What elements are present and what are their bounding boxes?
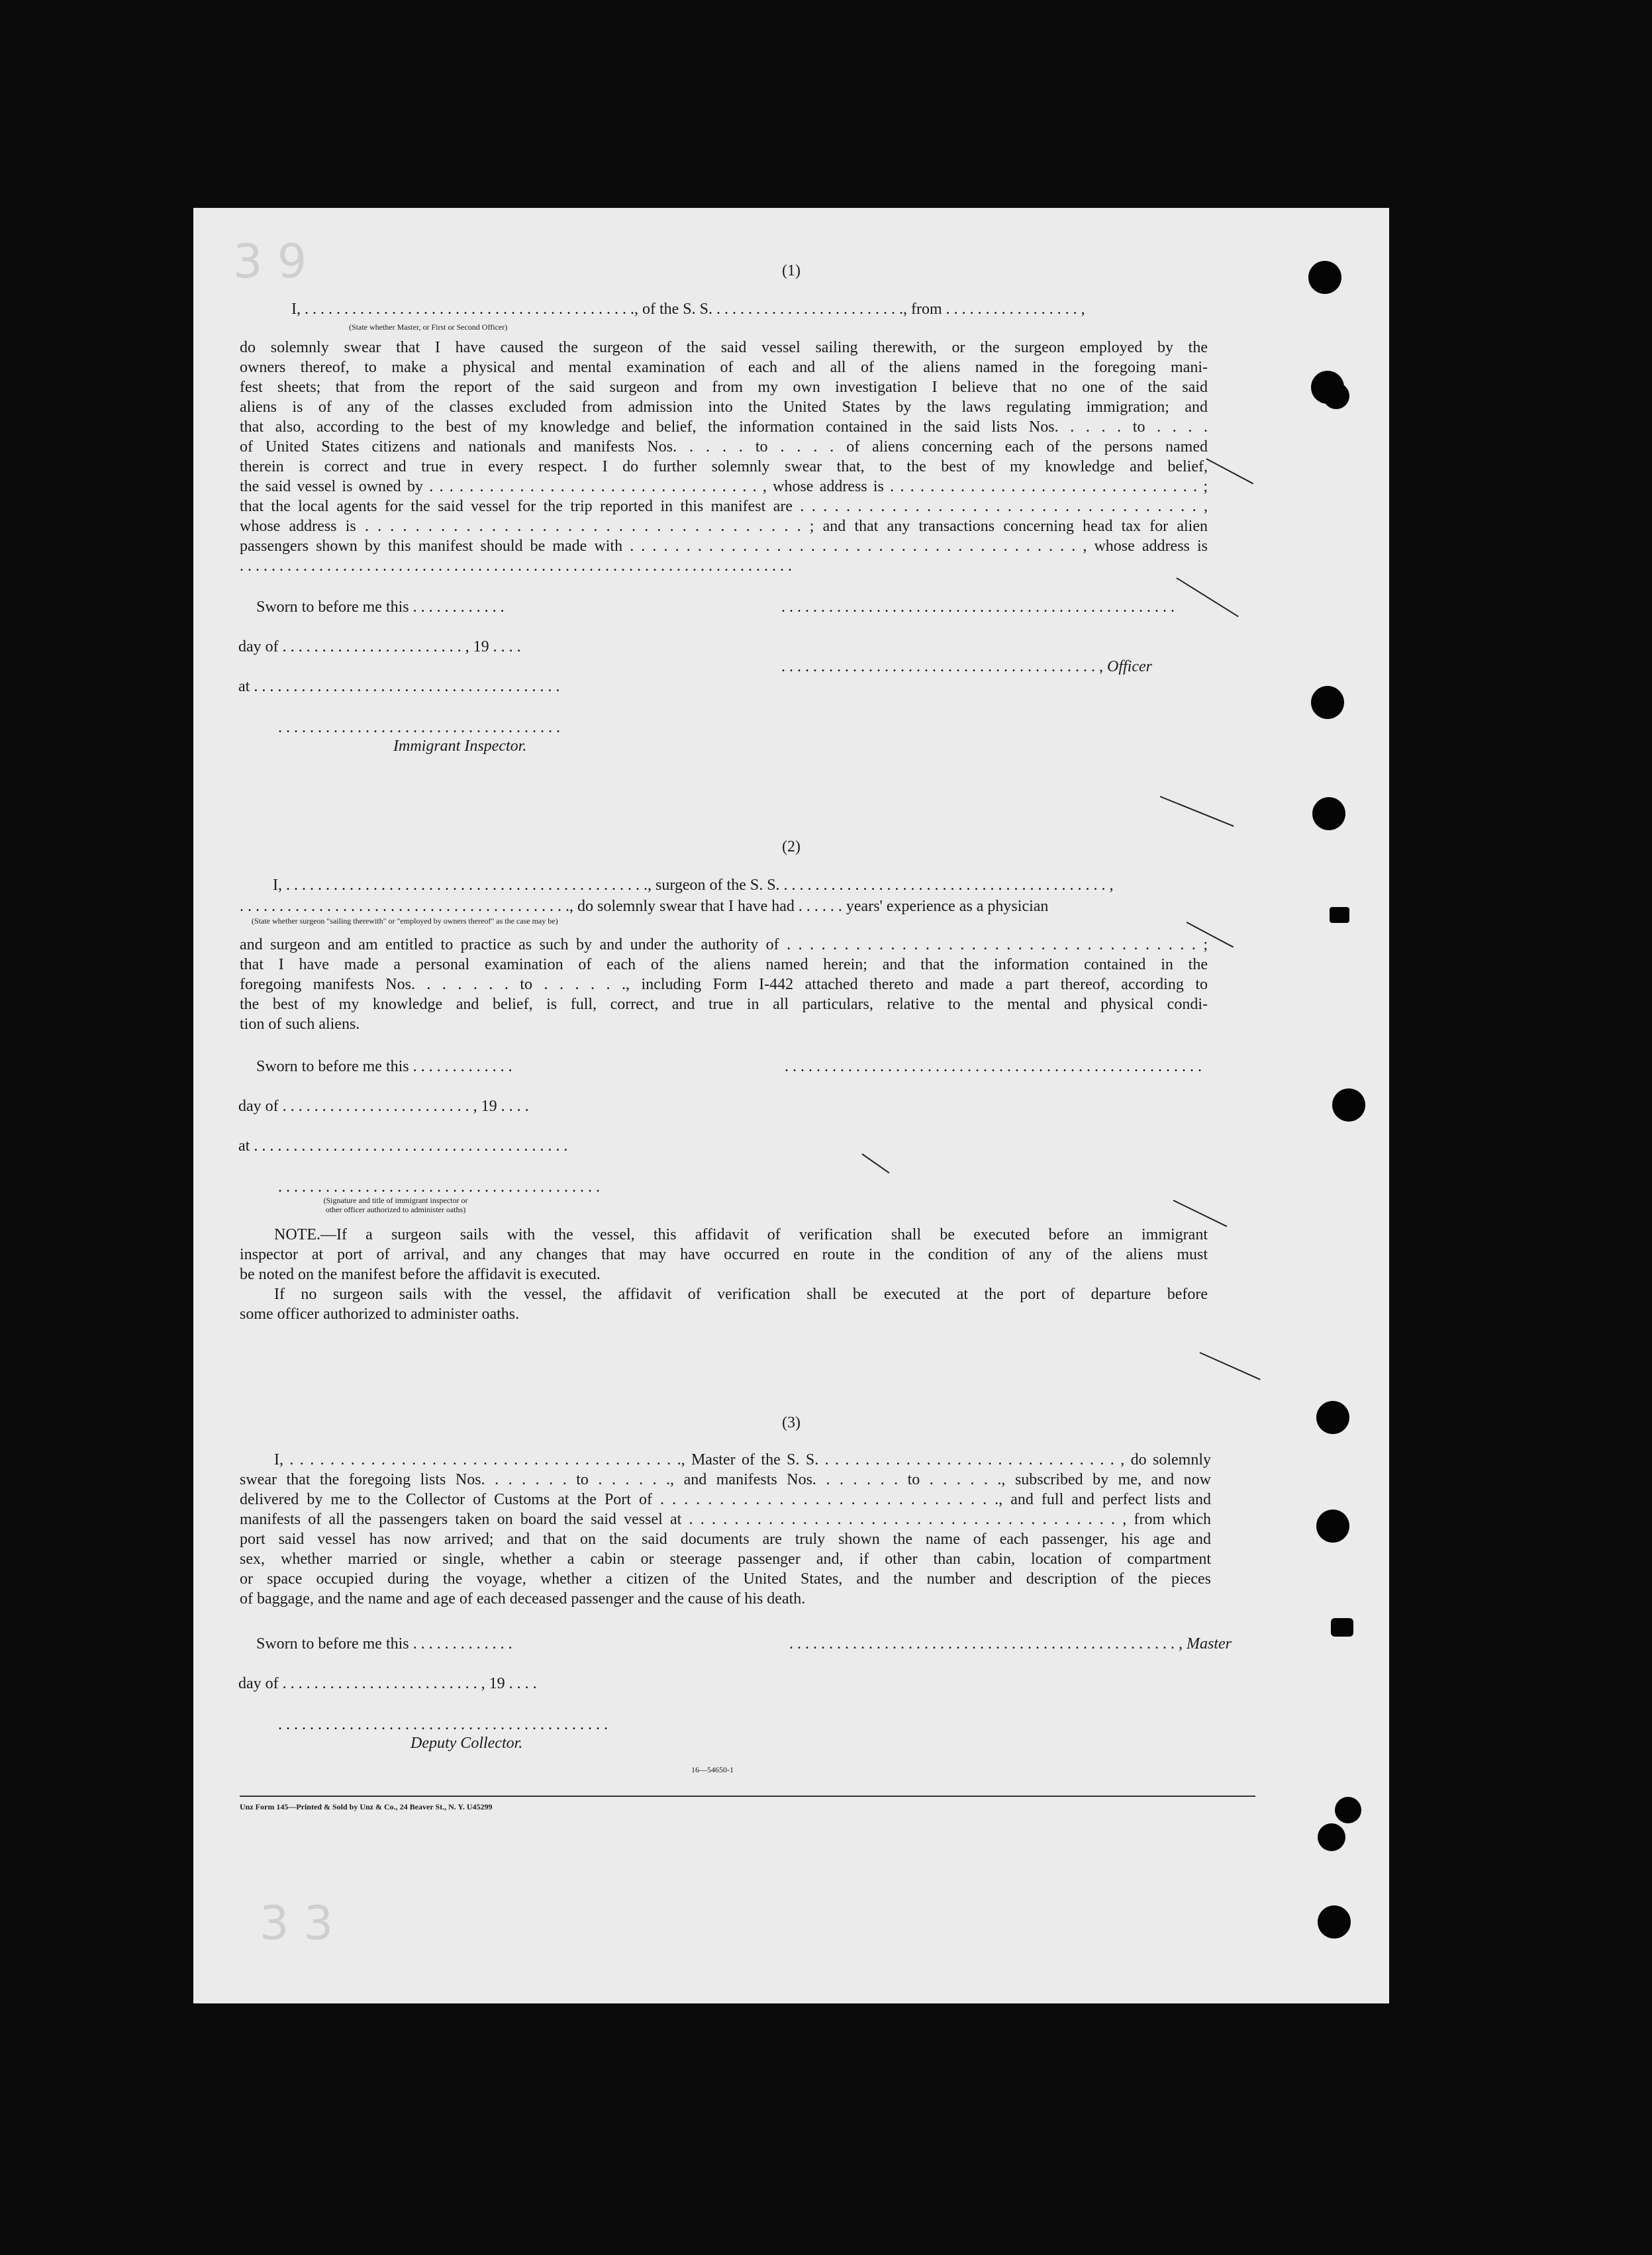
- binder-hole: [1318, 1905, 1351, 1939]
- note-line: be noted on the manifest before the affidavit is executed.: [240, 1266, 601, 1283]
- binder-hole: [1335, 1797, 1361, 1823]
- section-2-number: (2): [782, 838, 801, 855]
- section-1-opening-line: I, . . . . . . . . . . . . . . . . . . . . . . . . . . . . . . . . . . . . . . . . . ., of the S. S. . . . . . . . . . . . . . . . . . . . . . . . ., from . . . . . . . . . . . . . . . . . ,: [291, 301, 1085, 318]
- binder-hole: [1316, 1401, 1349, 1434]
- section-3-sworn-line: Sworn to before me this . . . . . . . . . . . . .: [256, 1635, 512, 1653]
- printer-footer: Unz Form 145—Printed & Sold by Unz & Co., 24 Beaver St., N. Y. U45299: [240, 1802, 493, 1811]
- margin-mark-bottom: 3 3: [260, 1896, 334, 1950]
- officer-signature-dots: . . . . . . . . . . . . . . . . . . . . . . . . . . . . . . . . . . . . . . . . ,: [781, 658, 1103, 675]
- stray-mark: [1173, 1200, 1228, 1227]
- section-3-master-line: [789, 1634, 1232, 1654]
- section-2-signature-note: [278, 1196, 513, 1214]
- section-1-at-line: at . . . . . . . . . . . . . . . . . . . . . . . . . . . . . . . . . . . . . . .: [238, 678, 560, 695]
- stray-mark: [1160, 796, 1234, 827]
- note-line: some officer authorized to administer oaths.: [240, 1306, 520, 1323]
- section-2-sworn-right: . . . . . . . . . . . . . . . . . . . . . . . . . . . . . . . . . . . . . . . . . . . . . . . . . . . . .: [785, 1058, 1202, 1075]
- binder-hole: [1312, 797, 1345, 830]
- section-2-oath-text: [240, 935, 1208, 1034]
- oath-line: passengers shown by this manifest should be made with . . . . . . . . . . . . . . . . . . . . . . . . . . . . . . . . . . . . . . . . , whose address is: [240, 538, 1208, 555]
- oath-line: therein is correct and true in every respect. I do further solemnly swear that, to the best of my knowledge and belief,: [240, 458, 1208, 475]
- oath-line: aliens is of any of the classes excluded from admission into the United States by the laws regulating immigration; and: [240, 399, 1208, 416]
- note-line: If no surgeon sails with the vessel, the affidavit of verification shall be executed at the port of departure before: [274, 1286, 1208, 1303]
- section-1-opening-note: (State whether Master, or First or Second Officer): [349, 322, 508, 332]
- oath-line: fest sheets; that from the report of the said surgeon and from my own investigation I believe that no one of the said: [240, 379, 1208, 396]
- section-2-second-line: . . . . . . . . . . . . . . . . . . . . . . . . . . . . . . . . . . . . . . . . . ., do solemnly swear that I have had . . . . . . years' experience as a physician: [240, 898, 1049, 915]
- margin-mark-top: 3 9: [233, 234, 307, 289]
- oath-line: of United States citizens and nationals and manifests Nos. . . . . to . . . . of aliens concerning each of the persons named: [240, 438, 1208, 456]
- section-2-note: (State whether surgeon "sailing therewith" or "employed by owners thereof" as the case may be): [252, 916, 558, 926]
- signature-note-line: (Signature and title of immigrant inspector or: [323, 1196, 468, 1205]
- oath-line: manifests of all the passengers taken on board the said vessel at . . . . . . . . . . . . . . . . . . . . . . . . . . . . . . . . . . . . . . , from which: [240, 1511, 1211, 1528]
- signature-note-line: other officer authorized to administer oaths): [325, 1205, 466, 1214]
- section-1-inspector-dots: . . . . . . . . . . . . . . . . . . . . . . . . . . . . . . . . . . . .: [278, 719, 560, 736]
- oath-line: tion of such aliens.: [240, 1016, 360, 1033]
- binder-hole: [1323, 383, 1349, 409]
- section-3-number: (3): [782, 1414, 801, 1431]
- section-2-opening-line: I, . . . . . . . . . . . . . . . . . . . . . . . . . . . . . . . . . . . . . . . . . . . . . ., surgeon of the S. S. . . . . . . . . . . . . . . . . . . . . . . . . . . . . . . . . . . . . . . . . . ,: [273, 877, 1114, 894]
- section-1-number: (1): [782, 262, 801, 279]
- oath-line: I, . . . . . . . . . . . . . . . . . . . . . . . . . . . . . . . . . . . . . . ., Master of the S. S. . . . . . . . . . . . . . . . . . . . . . . . . . . . . . , do solemnly: [274, 1451, 1211, 1468]
- footer-rule: [240, 1796, 1255, 1797]
- section-1-oath-text: [240, 338, 1208, 576]
- master-label: Master: [1187, 1635, 1232, 1653]
- manifest-page: [193, 208, 1389, 2003]
- section-1-sworn-line: Sworn to before me this . . . . . . . . . . . .: [256, 599, 505, 616]
- binder-hole: [1318, 1823, 1345, 1851]
- master-signature-dots: . . . . . . . . . . . . . . . . . . . . . . . . . . . . . . . . . . . . . . . . . . . . . . . . . ,: [789, 1635, 1183, 1653]
- oath-line: . . . . . . . . . . . . . . . . . . . . . . . . . . . . . . . . . . . . . . . . . . . . . . . . . . . . . . . . . . . . . . . . . . . . . .: [240, 557, 792, 575]
- oath-line: or space occupied during the voyage, whether a citizen of the United States, and the number and description of the pieces: [240, 1570, 1211, 1588]
- binder-hole: [1308, 261, 1341, 294]
- section-2-at-line: at . . . . . . . . . . . . . . . . . . . . . . . . . . . . . . . . . . . . . . . .: [238, 1137, 568, 1155]
- oath-line: delivered by me to the Collector of Customs at the Port of . . . . . . . . . . . . . . . . . . . . . . . . . . . . ., and full and perfect lists and: [240, 1491, 1211, 1508]
- binder-hole-fragment: [1330, 907, 1349, 923]
- deputy-collector-label: Deputy Collector.: [411, 1735, 523, 1752]
- section-1-sworn-right: . . . . . . . . . . . . . . . . . . . . . . . . . . . . . . . . . . . . . . . . . . . . . . . . . .: [781, 599, 1175, 616]
- section-1-day-line: day of . . . . . . . . . . . . . . . . . . . . . . . , 19 . . . .: [238, 638, 521, 655]
- binder-hole: [1311, 686, 1344, 719]
- surgeon-note: [240, 1225, 1208, 1324]
- officer-label: Officer: [1107, 658, 1152, 675]
- section-2-sworn-line: Sworn to before me this . . . . . . . . . . . . .: [256, 1058, 512, 1075]
- binder-hole: [1332, 1088, 1365, 1122]
- oath-line: of baggage, and the name and age of each deceased passenger and the cause of his death.: [240, 1590, 806, 1607]
- note-line: NOTE.—If a surgeon sails with the vessel, this affidavit of verification shall be executed before an immigrant: [274, 1226, 1208, 1243]
- oath-line: swear that the foregoing lists Nos. . . . . . . to . . . . . ., and manifests Nos. . . . . . . to . . . . . ., subscribed by me, and now: [240, 1471, 1211, 1488]
- oath-line: and surgeon and am entitled to practice as such by and under the authority of . . . . . . . . . . . . . . . . . . . . . . . . . . . . . . . . . . . . ;: [240, 936, 1208, 953]
- oath-line: whose address is . . . . . . . . . . . . . . . . . . . . . . . . . . . . . . . . . . . ; and that any transactions concerning head tax for alien: [240, 518, 1208, 535]
- section-3-oath-text: [240, 1450, 1211, 1609]
- form-code: 16—54650-1: [691, 1765, 734, 1774]
- section-1-officer-line: [781, 657, 1152, 677]
- stray-mark: [1176, 577, 1238, 617]
- oath-line: the best of my knowledge and belief, is full, correct, and true in all particulars, relative to the mental and physical condi-: [240, 996, 1208, 1013]
- oath-line: owners thereof, to make a physical and mental examination of each and all of the aliens named in the foregoing mani-: [240, 359, 1208, 376]
- binder-hole: [1316, 1510, 1349, 1543]
- oath-line: that the local agents for the said vessel for the trip reported in this manifest are . . . . . . . . . . . . . . . . . . . . . . . . . . . . . . . . . . . ,: [240, 498, 1208, 515]
- oath-line: that I have made a personal examination of each of the aliens named herein; and that the information contained in the: [240, 956, 1208, 973]
- section-3-day-line: day of . . . . . . . . . . . . . . . . . . . . . . . . . , 19 . . . .: [238, 1675, 537, 1692]
- oath-line: that also, according to the best of my knowledge and belief, the information contained in the said lists Nos. . . . . to . . . .: [240, 418, 1208, 436]
- section-2-signature-dots: . . . . . . . . . . . . . . . . . . . . . . . . . . . . . . . . . . . . . . . . .: [278, 1178, 600, 1196]
- note-line: inspector at port of arrival, and any changes that may have occurred en route in the condition of any of the aliens must: [240, 1246, 1208, 1263]
- section-3-collector-dots: . . . . . . . . . . . . . . . . . . . . . . . . . . . . . . . . . . . . . . . . . .: [278, 1716, 608, 1733]
- oath-line: the said vessel is owned by . . . . . . . . . . . . . . . . . . . . . . . . . . . . . . . . . , whose address is . . . . . . . . . . . . . . . . . . . . . . . . . . . . . . . ;: [240, 478, 1208, 495]
- section-2-day-line: day of . . . . . . . . . . . . . . . . . . . . . . . . , 19 . . . .: [238, 1098, 529, 1115]
- oath-line: do solemnly swear that I have caused the surgeon of the said vessel sailing therewith, or the surgeon employed by the: [240, 339, 1208, 356]
- oath-line: foregoing manifests Nos. . . . . . . to . . . . . ., including Form I-442 attached thereto and made a part thereof, according to: [240, 976, 1208, 993]
- immigrant-inspector-label: Immigrant Inspector.: [393, 738, 527, 755]
- stray-mark: [1206, 458, 1254, 484]
- stray-mark: [1200, 1352, 1261, 1380]
- oath-line: port said vessel has now arrived; and that on the said documents are truly shown the name of each passenger, his age and: [240, 1531, 1211, 1548]
- oath-line: sex, whether married or single, whether a cabin or steerage passenger and, if other than cabin, location of compartment: [240, 1551, 1211, 1568]
- stray-mark: [861, 1153, 889, 1173]
- binder-hole-fragment: [1331, 1618, 1353, 1637]
